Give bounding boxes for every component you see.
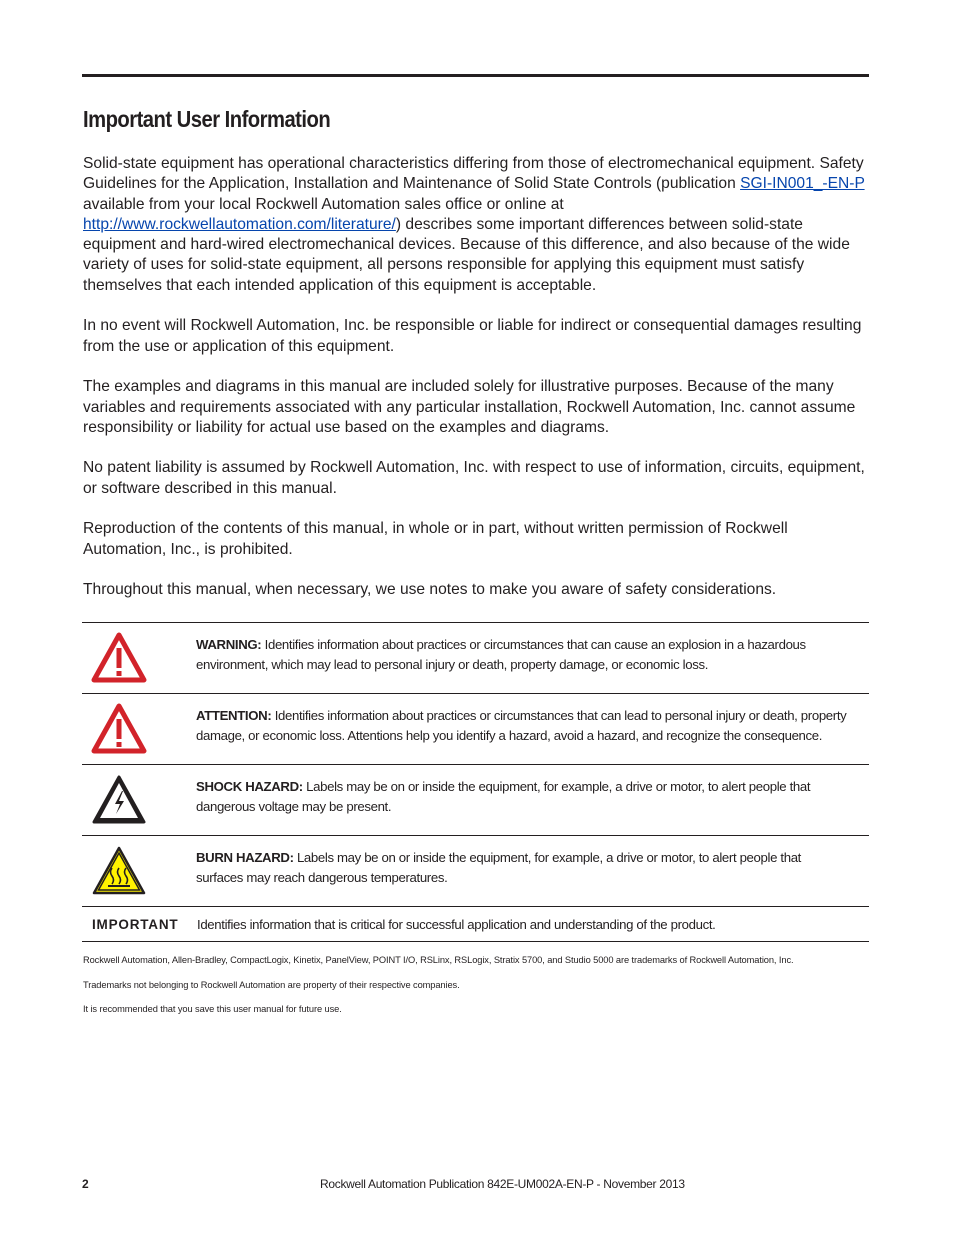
shock-hazard-text — [196, 765, 869, 836]
burn-hazard-label: BURN HAZARD: — [196, 850, 294, 865]
attention-label: ATTENTION: — [196, 708, 272, 723]
important-label: IMPORTANT — [92, 916, 179, 932]
burn-hazard-text — [196, 836, 869, 907]
page-number: 2 — [82, 1177, 89, 1191]
publication-footer: Rockwell Automation Publication 842E-UM002A-EN-P - November 2013 — [320, 1177, 685, 1191]
paragraph-6: Throughout this manual, when necessary, we use notes to make you aware of safety considerations. — [83, 581, 777, 599]
paragraph-4: No patent liability is assumed by Rockwell Automation, Inc. with respect to use of information, circuits, equipment, or software described in this manual. — [83, 459, 865, 497]
paragraph-1-text-a: Solid-state equipment has operational characteristics differing from those of electromechanical equipment. Safety Guidelines for the Application, Installation and Maintenance of Solid State Controls (publication — [83, 155, 864, 193]
warning-notice — [82, 623, 869, 694]
paragraph-1 — [83, 154, 873, 296]
paragraph-5: Reproduction of the contents of this manual, in whole or in part, without written permission of Rockwell Automation, Inc., is prohibited. — [83, 520, 788, 558]
attention-triangle-icon — [82, 694, 196, 765]
paragraph-2: In no event will Rockwell Automation, Inc. be responsible or liable for indirect or consequential damages resulting from the use or application of this equipment. — [83, 317, 862, 355]
burn-hazard-icon — [82, 836, 196, 907]
warning-text — [196, 623, 869, 694]
burn-hazard-notice — [82, 836, 869, 907]
safety-notice-table — [82, 622, 869, 942]
attention-description: Identifies information about practices or circumstances that can lead to personal injury or death, property damage, or economic loss. Attentions help you identify a hazard, avoid a hazard, and recognize the consequence. — [196, 708, 847, 743]
warning-description: Identifies information about practices or circumstances that can cause an explosion in a hazardous environment, which may lead to personal injury or death, property damage, or economic loss. — [196, 637, 806, 672]
shock-hazard-icon — [82, 765, 196, 836]
warning-label: WARNING: — [196, 637, 262, 652]
paragraph-1-text-b: available from your local Rockwell Automation sales office or online at — [83, 195, 564, 213]
warning-triangle-icon — [82, 623, 196, 694]
paragraph-3: The examples and diagrams in this manual are included solely for illustrative purposes. Because of the many variables and requirements associated with any particular installation, Rockwell Automation, Inc. cannot assume responsibility or liability for actual use based on the examples and diagrams. — [83, 378, 856, 436]
page-title: Important User Information — [83, 106, 331, 132]
important-text: Identifies information that is critical for successful application and understanding of the product. — [197, 916, 716, 932]
sgi-publication-link[interactable]: SGI-IN001_-EN-P — [740, 175, 865, 193]
literature-url-link[interactable]: http://www.rockwellautomation.com/literature/ — [83, 215, 396, 233]
third-party-trademark-notice: Trademarks not belonging to Rockwell Automation are property of their respective companies. — [83, 980, 460, 990]
body-text — [83, 154, 873, 621]
attention-text — [196, 694, 869, 765]
burn-hazard-description: Labels may be on or inside the equipment, for example, a drive or motor, to alert people that surfaces may reach dangerous temperatures. — [196, 850, 801, 885]
attention-notice — [82, 694, 869, 765]
shock-hazard-label: SHOCK HAZARD: — [196, 779, 303, 794]
shock-hazard-notice — [82, 765, 869, 836]
top-rule — [82, 74, 869, 77]
shock-hazard-description: Labels may be on or inside the equipment, for example, a drive or motor, to alert people that dangerous voltage may be present. — [196, 779, 811, 814]
important-notice — [82, 907, 869, 942]
trademark-notice: Rockwell Automation, Allen-Bradley, CompactLogix, Kinetix, PanelView, POINT I/O, RSLinx, RSLogix, Stratix 5700, and Studio 5000 are trademarks of Rockwell Automation, Inc. — [83, 955, 794, 965]
save-manual-notice: It is recommended that you save this user manual for future use. — [83, 1004, 342, 1014]
paragraph-1-text-c: ) describes some important differences between solid-state equipment and hard-wired electromechanical devices. Because of this difference, and also because of the wide variety of uses for solid-state equipment, all persons responsible for applying this equipment must satisfy themselves that each intended application of this equipment is acceptable. — [83, 215, 850, 294]
